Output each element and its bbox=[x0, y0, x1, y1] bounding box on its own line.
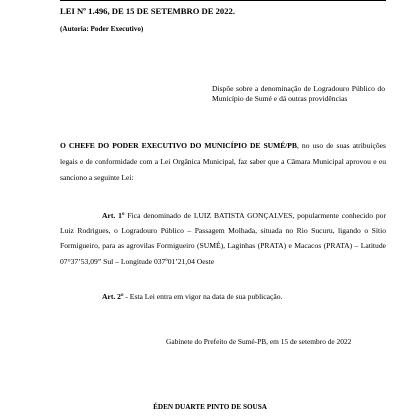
closing-line: Gabinete do Prefeito de Sumé-PB, em 15 de setembro de 2022 bbox=[166, 337, 352, 346]
article-2-text: - Esta Lei entra em vigor na data de sua publicação. bbox=[123, 292, 283, 301]
law-title: LEI Nº 1.496, DE 15 DE SETEMBRO DE 2022. bbox=[60, 6, 235, 16]
preamble-head: O CHEFE DO PODER EXECUTIVO DO MUNICÍPIO DE SUMÉ/PB bbox=[60, 141, 297, 150]
preamble-body: , no uso de suas atribuições legais e de conformidade com a Lei Orgânica Municipal, faz saber que a Câmara Municipal aprovou e eu sanciono a seguinte Lei: bbox=[60, 141, 387, 182]
article-2 bbox=[102, 291, 386, 303]
signer-name: ÉDEN DUARTE PINTO DE SOUSA bbox=[153, 403, 267, 411]
article-1-text: Fica denominado de LUIZ BATISTA GONÇALVES, popularmente conhecido por Luiz Rodrigues, o Logradouro Público – Passagem Molhada, situada no Rio Sucuru, ligando o Sítio Formigueiro, para as agrovilas Formigueiro (SUMÉ), Laginhas (PRATA) e Macacos (PRATA) – Latitude 07°37’53,09” Sul – Longitude 037º01’21,04 Oeste bbox=[60, 211, 386, 266]
article-1-label: Art. 1º bbox=[102, 211, 125, 220]
article-2-label: Art. 2º bbox=[102, 292, 124, 301]
preamble bbox=[60, 138, 386, 186]
article-1 bbox=[60, 208, 386, 269]
authorship-note: (Autoria: Poder Executivo) bbox=[60, 25, 144, 33]
top-divider bbox=[60, 0, 386, 1]
ementa: Dispõe sobre a denominação de Logradouro Público do Município de Sumé e dá outras providências bbox=[212, 84, 385, 104]
